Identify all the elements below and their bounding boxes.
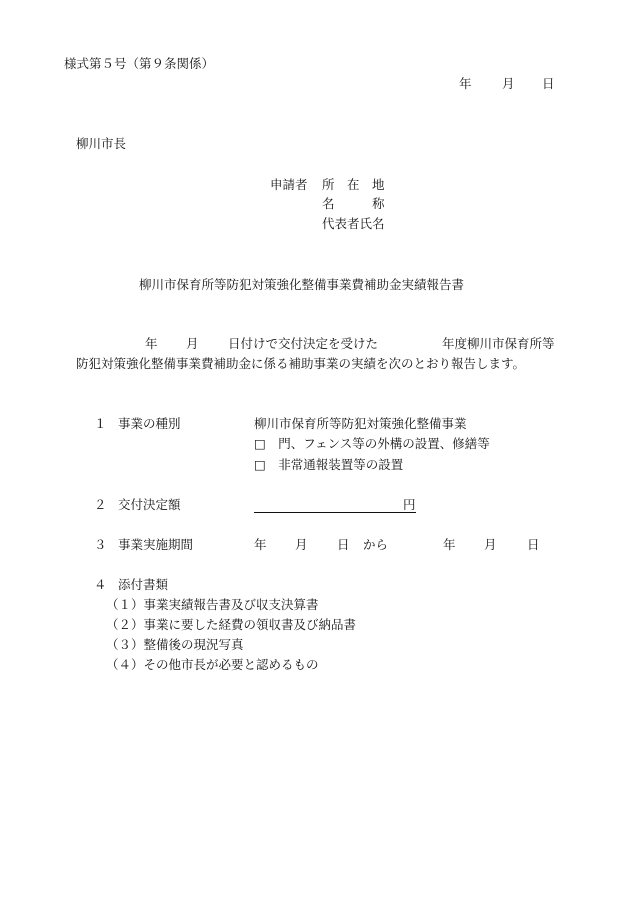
item1-option-exterior[interactable]: □ 門、フェンス等の外構の設置、修繕等	[254, 436, 490, 451]
applicant-representative-label: 代表者氏名	[322, 216, 385, 231]
applicant-address-label: 所 在 地	[322, 177, 385, 192]
item1-label: 事業の種別	[118, 416, 181, 431]
period-from-kara: から	[363, 537, 389, 552]
item3-number: ３	[94, 537, 107, 552]
item1-value: 柳川市保育所等防犯対策強化整備事業	[254, 416, 467, 431]
body-month: 月	[186, 336, 199, 351]
attachment-item: （１）事業実績報告書及び収支決算書	[106, 597, 319, 612]
item2-label: 交付決定額	[118, 497, 181, 512]
item1-number: １	[94, 416, 107, 431]
form-label: 様式第５号（第９条関係）	[64, 56, 215, 71]
item1-option-alarm[interactable]: □ 非常通報装置等の設置	[254, 457, 404, 472]
body-line2: 防犯対策強化整備事業費補助金に係る補助事業の実績を次のとおり報告します。	[76, 356, 526, 371]
applicant-name-label: 名 称	[322, 196, 385, 211]
grant-amount-field[interactable]	[254, 496, 416, 513]
period-to-year: 年	[443, 537, 456, 552]
item4-number: ４	[94, 577, 107, 592]
period-from-month: 月	[295, 537, 308, 552]
attachment-item: （２）事業に要した経費の領収書及び納品書	[106, 617, 357, 632]
period-from-day: 日	[337, 537, 350, 552]
body-day-text: 日付けで交付決定を受けた	[228, 336, 379, 351]
date-month: 月	[502, 76, 515, 91]
period-to-month: 月	[484, 537, 497, 552]
item2-unit: 円	[403, 497, 416, 512]
document-title: 柳川市保育所等防犯対策強化整備事業費補助金実績報告書	[139, 277, 465, 292]
attachment-item: （４）その他市長が必要と認めるもの	[106, 657, 319, 672]
attachment-item: （３）整備後の現況写真	[106, 637, 244, 652]
body-year: 年	[145, 336, 158, 351]
addressee: 柳川市長	[76, 136, 127, 151]
period-from-year: 年	[254, 537, 267, 552]
applicant-label: 申請者	[270, 177, 308, 192]
date-day: 日	[542, 76, 555, 91]
date-year: 年	[459, 76, 472, 91]
item3-label: 事業実施期間	[118, 537, 194, 552]
item4-label: 添付書類	[118, 577, 169, 592]
body-fiscal-text: 年度柳川市保育所等	[442, 336, 555, 351]
period-to-day: 日	[527, 537, 540, 552]
item2-number: ２	[94, 497, 107, 512]
